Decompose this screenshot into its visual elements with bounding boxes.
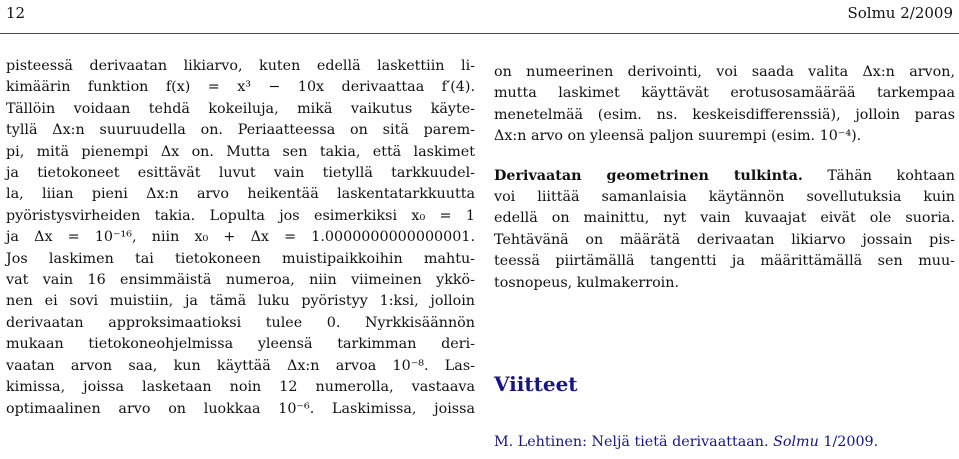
left-line: tyllä Δx:n suuruudella on. Periaatteessa on sitä parem- (6, 122, 475, 139)
paragraph-line: edellä on mainittu, nyt vain kuvaajat eivät ole suoria. (494, 210, 955, 227)
paragraph-heading: Derivaatan geometrinen tulkinta. (494, 167, 803, 184)
paragraph-first-line (494, 166, 955, 187)
left-line: Tällöin voidaan tehdä kokeiluja, mikä vaikutus käyte- (6, 100, 475, 117)
right-intro-line: menetelmää (esim. ns. keskeisdifferenssiä), jolloin paras (494, 106, 955, 123)
paragraph-line: voi liittää samanlaisia käytännön sovellutuksia kuin (494, 189, 955, 206)
reference-issue: 1/2009. (818, 434, 879, 450)
left-line: ja tietokoneet esittävät luvut vain tietyllä tarkkuudel- (6, 165, 475, 182)
reference-author-title: M. Lehtinen: Neljä tietä derivaattaan. (494, 434, 774, 450)
left-line: pisteessä derivaatan likiarvo, kuten edellä laskettiin li- (6, 58, 475, 74)
page-header (0, 0, 959, 34)
left-line: kimissa, joissa lasketaan noin 12 numerolla, vastaava (6, 379, 475, 396)
reference-journal: Solmu (773, 434, 819, 450)
left-line: pyöristysvirheiden takia. Lopulta jos esimerkiksi x₀ = 1 (6, 207, 475, 224)
left-line: derivaatan approksimaatioksi tulee 0. Nyrkkisäännön (6, 314, 475, 331)
reference-entry (494, 434, 878, 450)
left-line: Jos laskimen tai tietokoneen muistipaikkoihin mahtu- (6, 250, 475, 267)
left-line: kimäärin funktion f(x) = x³ − 10x derivaattaa f′(4). (6, 79, 475, 96)
left-line: ja Δx = 10⁻¹⁶, niin x₀ + Δx = 1.0000000000000001. (6, 229, 475, 246)
left-line: optimaalinen arvo on luokkaa 10⁻⁶. Laskimissa, joissa (6, 400, 475, 417)
paragraph-first-rest: Tähän kohtaan (802, 167, 956, 184)
right-intro-line: on numeerinen derivointi, voi saada valita Δx:n arvon, (494, 64, 955, 80)
left-line: la, liian pieni Δx:n arvo heikentää laskentatarkkuutta (6, 186, 475, 203)
references-heading: Viitteet (494, 372, 578, 396)
header-rule (0, 33, 959, 34)
right-intro-line: mutta laskimet käyttävät erotusosamäärää tarkempaa (494, 85, 955, 102)
right-column (494, 62, 955, 294)
left-line: vat vain 16 ensimmäistä numeroa, niin viimeinen ykkö- (6, 272, 475, 289)
paragraph-gap (494, 148, 955, 166)
left-line: pi, mitä pienempi Δx on. Mutta sen takia, että laskimet (6, 143, 475, 160)
right-intro-line: Δx:n arvo on yleensä paljon suurempi (esim. 10⁻⁴). (494, 128, 862, 145)
left-column (6, 56, 475, 420)
page-number: 12 (6, 4, 26, 22)
left-line: mukaan tietokoneohjelmissa yleensä tarkimman deri- (6, 336, 475, 353)
paragraph-line: teessä piirtämällä tangentti ja määrittämällä sen muu- (494, 253, 955, 270)
paragraph-line: Tehtävänä on määrätä derivaatan likiarvo jossain pis- (494, 231, 955, 248)
journal-issue: Solmu 2/2009 (847, 4, 953, 22)
left-line: nen ei sovi muistiin, ja tämä luku pyöristyy 1:ksi, jolloin (6, 293, 475, 310)
paragraph-line: tosnopeus, kulmakerroin. (494, 274, 680, 291)
left-line: vaatan arvon saa, kun käyttää Δx:n arvoa 10⁻⁸. Las- (6, 357, 475, 374)
